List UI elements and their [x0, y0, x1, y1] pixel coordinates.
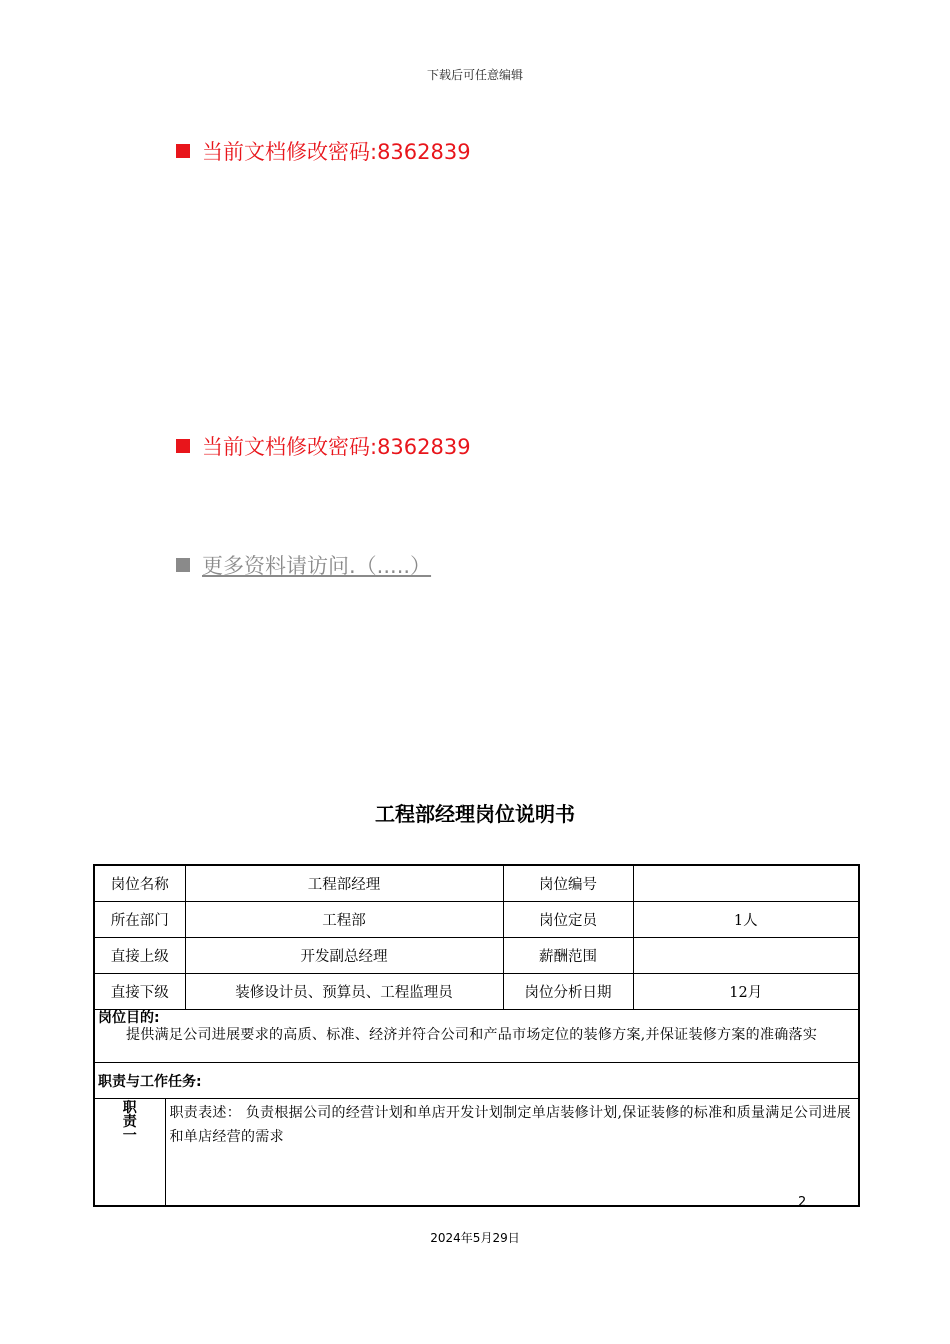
purpose-label: 岗位目的: — [98, 1010, 160, 1026]
purpose-cell — [94, 1010, 859, 1063]
label-cell: 岗位定员 — [503, 902, 633, 938]
label-cell: 直接下级 — [94, 974, 185, 1010]
password-notice-1 — [176, 136, 471, 166]
value-cell: 工程部 — [185, 902, 503, 938]
label-cell: 直接上级 — [94, 938, 185, 974]
duty-number — [94, 1099, 165, 1207]
more-info-link[interactable]: 更多资料请访问.（.....） — [202, 554, 432, 578]
purpose-row — [94, 1010, 859, 1063]
value-cell: 工程部经理 — [185, 865, 503, 902]
table-row — [94, 902, 859, 938]
red-square-bullet-icon — [176, 439, 190, 453]
footer-date: 2024年5月29日 — [430, 1231, 520, 1245]
purpose-text: 提供满足公司进展要求的高质、标准、经济并符合公司和产品市场定位的装修方案,并保证装修方案的准确落实 — [126, 1027, 818, 1043]
gray-square-bullet-icon — [176, 558, 190, 572]
label-cell: 岗位名称 — [94, 865, 185, 902]
value-cell: 装修设计员、预算员、工程监理员 — [185, 974, 503, 1010]
red-square-bullet-icon — [176, 144, 190, 158]
password-notice-2 — [176, 431, 471, 461]
value-cell — [633, 865, 859, 902]
duty-description: 职责表述： 负责根据公司的经营计划和单店开发计划制定单店装修计划,保证装修的标准和质量满足公司进展和单店经营的需求 — [165, 1099, 859, 1207]
label-cell: 岗位分析日期 — [503, 974, 633, 1010]
password-notice-text: 当前文档修改密码:8362839 — [202, 435, 471, 459]
label-cell: 所在部门 — [94, 902, 185, 938]
more-info-link-line[interactable] — [176, 550, 431, 580]
label-cell: 薪酬范围 — [503, 938, 633, 974]
page-number: 2 — [798, 1195, 807, 1210]
value-cell: 1人 — [633, 902, 859, 938]
header-note: 下载后可任意编辑 — [426, 68, 523, 82]
value-cell: 开发副总经理 — [185, 938, 503, 974]
document-title: 工程部经理岗位说明书 — [375, 802, 575, 826]
duty-row — [94, 1099, 859, 1207]
duty-number-text: 职责一 — [122, 1100, 137, 1144]
duties-label: 职责与工作任务: — [94, 1063, 859, 1099]
password-notice-text: 当前文档修改密码:8362839 — [202, 140, 471, 164]
job-spec-table — [93, 864, 860, 1207]
value-cell: 12月 — [633, 974, 859, 1010]
value-cell — [633, 938, 859, 974]
table-row — [94, 865, 859, 902]
duties-header-row — [94, 1063, 859, 1099]
table-row — [94, 938, 859, 974]
label-cell: 岗位编号 — [503, 865, 633, 902]
table-row — [94, 974, 859, 1010]
